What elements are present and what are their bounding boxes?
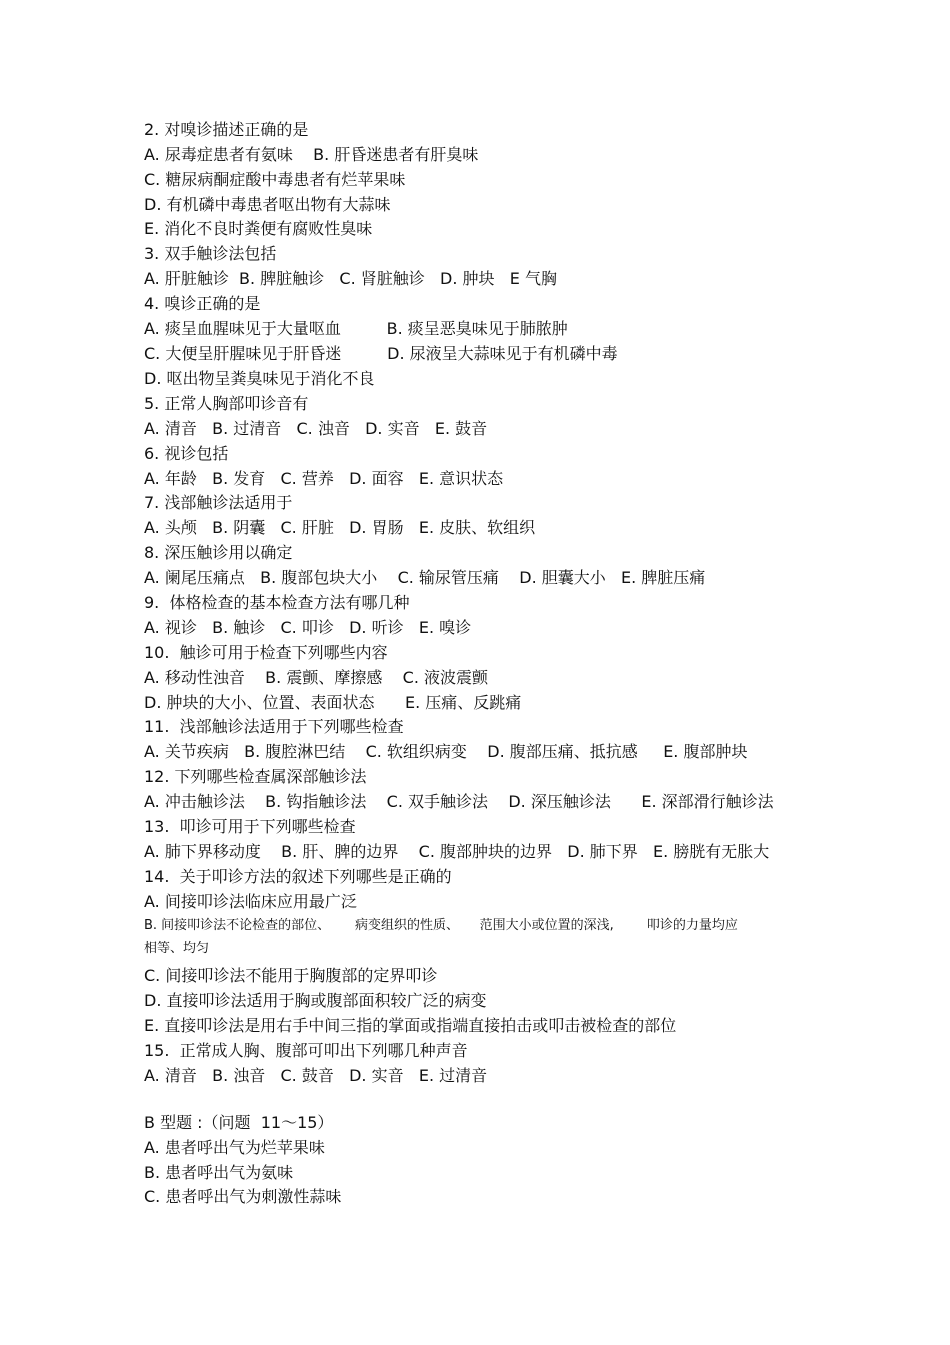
question-4-stem: 4. 嗅诊正确的是 xyxy=(144,294,261,313)
question-2-option-e: E. 消化不良时粪便有腐败性臭味 xyxy=(144,219,373,238)
question-15-stem: 15. 正常成人胸、腹部可叩出下列哪几种声音 xyxy=(144,1041,468,1060)
question-9-stem: 9. 体格检查的基本检查方法有哪几种 xyxy=(144,593,410,612)
question-4-option-d2: D. 呕出物呈粪臭味见于消化不良 xyxy=(144,369,375,388)
question-13-options: A. 肺下界移动度 B. 肝、脾的边界 C. 腹部肿块的边界 D. 肺下界 E. 膀胱有无胀大 xyxy=(144,842,770,861)
question-14-option-c: C. 间接叩诊法不能用于胸腹部的定界叩诊 xyxy=(144,966,438,985)
question-6-stem: 6. 视诊包括 xyxy=(144,444,229,463)
question-14-stem: 14. 关于叩诊方法的叙述下列哪些是正确的 xyxy=(144,867,452,886)
question-10-options-abc: A. 移动性浊音 B. 震颤、摩擦感 C. 液波震颤 xyxy=(144,668,489,687)
question-2-option-c: C. 糖尿病酮症酸中毒患者有烂苹果味 xyxy=(144,170,406,189)
question-2-option-d: D. 有机磷中毒患者呕出物有大蒜味 xyxy=(144,195,391,214)
question-14-option-b: B. 间接叩诊法不论检查的部位、 病变组织的性质、 范围大小或位置的深浅, 叩诊的力量均应 xyxy=(144,918,738,933)
question-5-options: A. 清音 B. 过清音 C. 浊音 D. 实音 E. 鼓音 xyxy=(144,419,488,438)
question-8-options: A. 阑尾压痛点 B. 腹部包块大小 C. 输尿管压痛 D. 胆囊大小 E. 脾脏压痛 xyxy=(144,568,706,587)
question-3-options: A. 肝脏触诊 B. 脾脏触诊 C. 肾脏触诊 D. 肿块 E 气胸 xyxy=(144,269,557,288)
question-12-stem: 12. 下列哪些检查属深部触诊法 xyxy=(144,767,367,786)
question-10-stem: 10. 触诊可用于检查下列哪些内容 xyxy=(144,643,388,662)
b-type-heading: B 型题 :（问题 11～15） xyxy=(144,1113,334,1132)
question-10-options-de: D. 肿块的大小、位置、表面状态 E. 压痛、反跳痛 xyxy=(144,693,522,712)
question-3-stem: 3. 双手触诊法包括 xyxy=(144,244,277,263)
question-8-stem: 8. 深压触诊用以确定 xyxy=(144,543,293,562)
question-7-stem: 7. 浅部触诊法适用于 xyxy=(144,493,293,512)
question-11-stem: 11. 浅部触诊法适用于下列哪些检查 xyxy=(144,717,404,736)
question-14-option-b-cont: 相等、均匀 xyxy=(144,941,210,956)
question-14-option-e: E. 直接叩诊法是用右手中间三指的掌面或指端直接拍击或叩击被检查的部位 xyxy=(144,1016,677,1035)
question-7-options: A. 头颅 B. 阴囊 C. 肝脏 D. 胃肠 E. 皮肤、软组织 xyxy=(144,518,536,537)
b-type-option-b: B. 患者呼出气为氨味 xyxy=(144,1163,294,1182)
question-4-options-cd: C. 大便呈肝腥味见于肝昏迷 D. 尿液呈大蒜味见于有机磷中毒 xyxy=(144,344,618,363)
question-9-options: A. 视诊 B. 触诊 C. 叩诊 D. 听诊 E. 嗅诊 xyxy=(144,618,472,637)
b-type-option-a: A. 患者呼出气为烂苹果味 xyxy=(144,1138,325,1157)
question-4-options-ab: A. 痰呈血腥味见于大量呕血 B. 痰呈恶臭味见于肺脓肿 xyxy=(144,319,568,338)
question-14-option-d: D. 直接叩诊法适用于胸或腹部面积较广泛的病变 xyxy=(144,991,487,1010)
question-6-options: A. 年龄 B. 发育 C. 营养 D. 面容 E. 意识状态 xyxy=(144,469,504,488)
question-14-option-a: A. 间接叩诊法临床应用最广泛 xyxy=(144,892,357,911)
b-type-option-c: C. 患者呼出气为刺激性蒜味 xyxy=(144,1187,342,1206)
question-13-stem: 13. 叩诊可用于下列哪些检查 xyxy=(144,817,356,836)
question-2-stem: 2. 对嗅诊描述正确的是 xyxy=(144,120,309,139)
question-15-options: A. 清音 B. 浊音 C. 鼓音 D. 实音 E. 过清音 xyxy=(144,1066,488,1085)
question-12-options: A. 冲击触诊法 B. 钩指触诊法 C. 双手触诊法 D. 深压触诊法 E. 深部滑行触诊法 xyxy=(144,792,774,811)
question-11-options: A. 关节疾病 B. 腹腔淋巴结 C. 软组织病变 D. 腹部压痛、抵抗感 E. 腹部肿块 xyxy=(144,742,748,761)
question-5-stem: 5. 正常人胸部叩诊音有 xyxy=(144,394,309,413)
question-2-options-ab: A. 尿毒症患者有氨味 B. 肝昏迷患者有肝臭味 xyxy=(144,145,479,164)
